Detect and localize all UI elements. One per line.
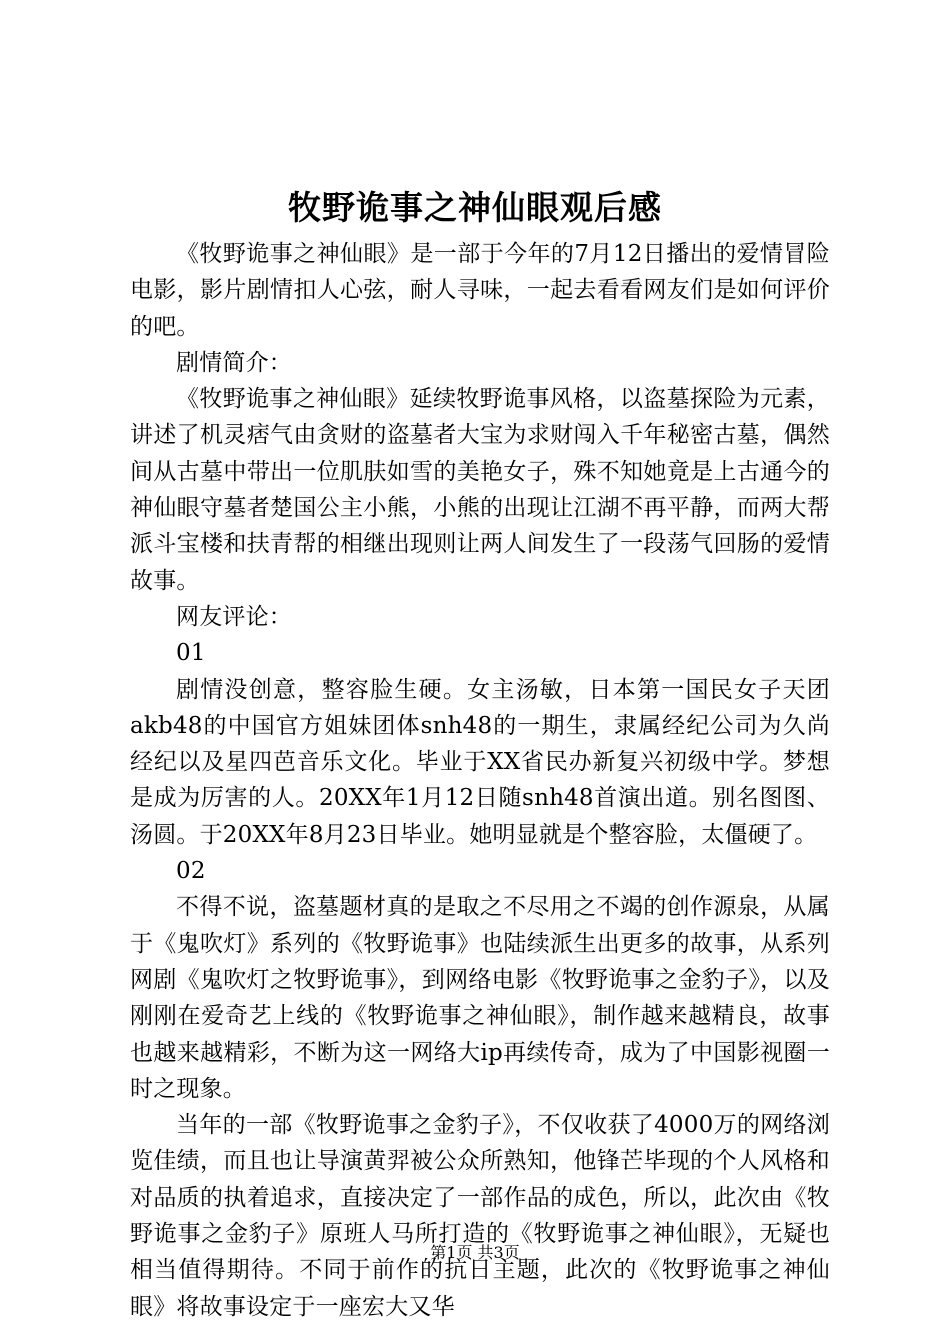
- document-title: 牧野诡事之神仙眼观后感: [288, 188, 662, 227]
- paragraph-synopsis-heading: 剧情简介：: [176, 349, 292, 376]
- paragraph-intro: 《牧野诡事之神仙眼》是一部于今年的7月12日播出的爱情冒险电影，影片剧情扣人心弦，耐人寻味，一起去看看网友们是如何评价的吧。: [130, 241, 830, 340]
- document-body: [130, 236, 830, 1325]
- page-footer: 第1页 共3页: [430, 1243, 520, 1262]
- paragraph-comment-02-part2: 当年的一部《牧野诡事之金豹子》，不仅收获了4000万的网络浏览佳绩，而且也让导演黄羿被公众所熟知，他锋芒毕现的个人风格和对品质的执着追求，直接决定了一部作品的成色，所以，此次由《牧野诡事之金豹子》原班人马所打造的《牧野诡事之神仙眼》，无疑也相当值得期待。不同于前作的抗日主题，此次的《牧野诡事之神仙眼》将故事设定于一座宏大又华: [130, 1112, 830, 1320]
- paragraph-comment-number-01: 01: [176, 640, 206, 667]
- paragraph-comments-heading: 网友评论：: [176, 603, 292, 630]
- paragraph-synopsis: 《牧野诡事之神仙眼》延续牧野诡事风格，以盗墓探险为元素，讲述了机灵痞气由贪财的盗墓者大宝为求财闯入千年秘密古墓，偶然间从古墓中带出一位肌肤如雪的美艳女子，殊不知她竟是上古通今的神仙眼守墓者楚国公主小熊，小熊的出现让江湖不再平静，而两大帮派斗宝楼和扶青帮的相继出现则让两人间发生了一段荡气回肠的爱情故事。: [130, 386, 830, 594]
- paragraph-comment-02-part1: 不得不说，盗墓题材真的是取之不尽用之不竭的创作源泉，从属于《鬼吹灯》系列的《牧野诡事》也陆续派生出更多的故事，从系列网剧《鬼吹灯之牧野诡事》，到网络电影《牧野诡事之金豹子》，以及刚刚在爱奇艺上线的《牧野诡事之神仙眼》，制作越来越精良，故事也越来越精彩，不断为这一网络大ip再续传奇，成为了中国影视圈一时之现象。: [130, 894, 830, 1102]
- paragraph-comment-number-02: 02: [176, 858, 206, 885]
- paragraph-comment-01: 剧情没创意，整容脸生硬。女主汤敏，日本第一国民女子天团akb48的中国官方姐妹团体snh48的一期生，隶属经纪公司为久尚经纪以及星四芭音乐文化。毕业于XX省民办新复兴初级中学。梦想是成为厉害的人。20XX年1月12日随snh48首演出道。别名图图、汤圆。于20XX年8月23日毕业。她明显就是个整容脸，太僵硬了。: [130, 676, 830, 848]
